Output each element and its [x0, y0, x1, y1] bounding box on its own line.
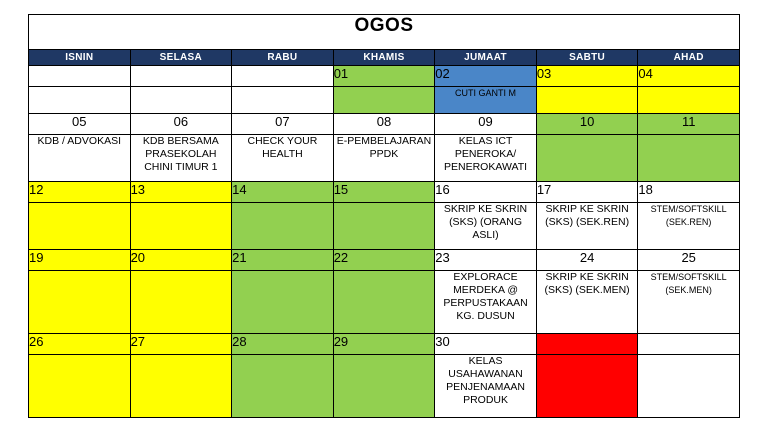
day-event-cell [130, 355, 232, 418]
week2-event-row [29, 135, 740, 182]
week3-event-row [29, 203, 740, 250]
week5-event-row [29, 355, 740, 418]
day-number-cell: 08 [333, 114, 435, 135]
weekday-header-row [29, 50, 740, 66]
week2-number-row [29, 114, 740, 135]
weekday-khamis: KHAMIS [333, 50, 435, 66]
day-number-cell: 13 [130, 182, 232, 203]
day-number-cell: 11 [638, 114, 740, 135]
day-event-cell [232, 87, 334, 114]
day-number-cell [29, 66, 131, 87]
day-number-cell [232, 66, 334, 87]
day-event-cell: KDB / ADVOKASI [29, 135, 131, 182]
day-number-cell: 10 [536, 114, 638, 135]
day-number-cell: 01 [333, 66, 435, 87]
day-event-cell [232, 203, 334, 250]
day-number-cell: 29 [333, 334, 435, 355]
day-number-cell: 09 [435, 114, 537, 135]
day-event-cell [536, 87, 638, 114]
day-event-cell [130, 87, 232, 114]
day-event-cell: CHECK YOUR HEALTH [232, 135, 334, 182]
week4-event-row [29, 271, 740, 334]
day-event-cell: KDB BERSAMA PRASEKOLAH CHINI TIMUR 1 [130, 135, 232, 182]
week5-number-row [29, 334, 740, 355]
day-event-cell: E-PEMBELAJARAN PPDK [333, 135, 435, 182]
weekday-selasa: SELASA [130, 50, 232, 66]
day-number-cell: 12 [29, 182, 131, 203]
week1-event-row [29, 87, 740, 114]
day-event-cell: SKRIP KE SKRIN (SKS) (ORANG ASLI) [435, 203, 537, 250]
day-event-cell [232, 355, 334, 418]
weekday-jumaat: JUMAAT [435, 50, 537, 66]
day-number-cell: 30 [435, 334, 537, 355]
week3-number-row [29, 182, 740, 203]
day-event-cell [536, 135, 638, 182]
day-number-cell: 16 [435, 182, 537, 203]
day-number-cell: 14 [232, 182, 334, 203]
day-event-cell [333, 87, 435, 114]
day-event-cell: EXPLORACE MERDEKA @ PERPUSTAKAAN KG. DUSUN [435, 271, 537, 334]
day-number-cell [130, 66, 232, 87]
day-event-cell [333, 271, 435, 334]
day-event-cell [130, 203, 232, 250]
day-event-cell [29, 271, 131, 334]
day-event-cell: SKRIP KE SKRIN (SKS) (SEK.REN) [536, 203, 638, 250]
day-event-cell: CUTI GANTI M [435, 87, 537, 114]
day-event-cell [29, 355, 131, 418]
day-number-cell: 03 [536, 66, 638, 87]
day-number-cell: 06 [130, 114, 232, 135]
day-event-cell [232, 271, 334, 334]
day-number-cell [638, 334, 740, 355]
day-number-cell: 04 [638, 66, 740, 87]
day-number-cell: 19 [29, 250, 131, 271]
day-event-cell [638, 355, 740, 418]
day-event-cell [29, 87, 131, 114]
day-event-cell [130, 271, 232, 334]
weekday-isnin: ISNIN [29, 50, 131, 66]
day-number-cell: 25 [638, 250, 740, 271]
day-number-cell: 24 [536, 250, 638, 271]
day-number-cell: 20 [130, 250, 232, 271]
day-event-cell: HARI KEBANGSAAN [536, 355, 638, 418]
day-event-cell: STEM/SOFTSKILL (SEK.REN) [638, 203, 740, 250]
day-number-cell: 22 [333, 250, 435, 271]
title-row [29, 15, 740, 50]
day-event-cell: STEM/SOFTSKILL (SEK.MEN) [638, 271, 740, 334]
day-event-cell [29, 203, 131, 250]
day-number-cell: 15 [333, 182, 435, 203]
week4-number-row [29, 250, 740, 271]
day-event-cell [638, 135, 740, 182]
day-number-cell: 07 [232, 114, 334, 135]
calendar-table [28, 14, 740, 418]
day-number-cell: 18 [638, 182, 740, 203]
day-event-cell: SKRIP KE SKRIN (SKS) (SEK.MEN) [536, 271, 638, 334]
day-number-cell: 17 [536, 182, 638, 203]
day-event-cell [638, 87, 740, 114]
day-number-cell: 26 [29, 334, 131, 355]
day-event-cell: KELAS ICT PENEROKA/ PENEROKAWATI [435, 135, 537, 182]
day-number-cell: 28 [232, 334, 334, 355]
day-number-cell: 21 [232, 250, 334, 271]
day-number-cell: 23 [435, 250, 537, 271]
weekday-ahad: AHAD [638, 50, 740, 66]
day-number-cell: 31 [536, 334, 638, 355]
weekday-rabu: RABU [232, 50, 334, 66]
week1-number-row [29, 66, 740, 87]
day-number-cell: 05 [29, 114, 131, 135]
page-title: OGOS [29, 15, 740, 50]
day-event-cell: KELAS USAHAWANAN PENJENAMAAN PRODUK [435, 355, 537, 418]
day-event-cell [333, 203, 435, 250]
weekday-sabtu: SABTU [536, 50, 638, 66]
day-number-cell: 02 [435, 66, 537, 87]
day-number-cell: 27 [130, 334, 232, 355]
day-event-cell [333, 355, 435, 418]
